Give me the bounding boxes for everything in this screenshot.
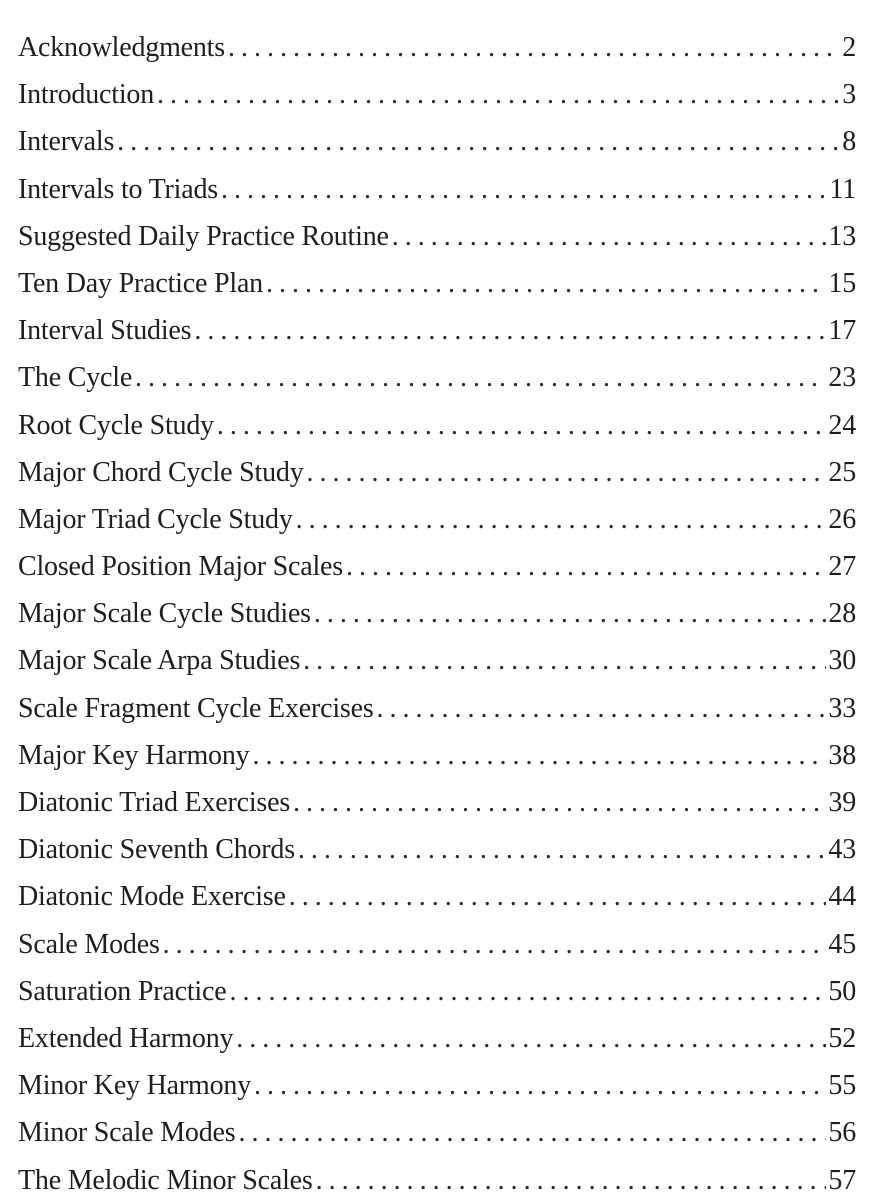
toc-entry bbox=[18, 732, 856, 779]
toc-entry-title: Scale Modes bbox=[18, 928, 160, 960]
toc-entry-title: Intervals to Triads bbox=[18, 173, 218, 205]
toc-dot-leader bbox=[346, 543, 826, 590]
toc-dot-leader bbox=[377, 685, 827, 732]
toc-dot-leader bbox=[135, 354, 826, 401]
toc-entry bbox=[18, 1109, 856, 1156]
table-of-contents bbox=[18, 24, 856, 1204]
toc-dot-leader bbox=[303, 637, 826, 684]
toc-entry-page-number: 17 bbox=[828, 315, 856, 347]
toc-entry bbox=[18, 449, 856, 496]
toc-entry-title: Suggested Daily Practice Routine bbox=[18, 220, 389, 252]
toc-dot-leader bbox=[307, 449, 827, 496]
toc-dot-leader bbox=[296, 496, 827, 543]
toc-entry bbox=[18, 685, 856, 732]
toc-entry bbox=[18, 921, 856, 968]
toc-dot-leader bbox=[293, 779, 826, 826]
toc-entry bbox=[18, 590, 856, 637]
toc-entry-title: Introduction bbox=[18, 79, 155, 111]
toc-entry-title: Interval Studies bbox=[18, 315, 192, 347]
toc-entry-title: Major Scale Cycle Studies bbox=[18, 598, 311, 630]
toc-entry-page-number: 26 bbox=[828, 503, 856, 535]
toc-entry bbox=[18, 1062, 856, 1109]
toc-entry-page-number: 3 bbox=[842, 79, 856, 111]
toc-entry bbox=[18, 496, 856, 543]
toc-entry bbox=[18, 1015, 856, 1062]
toc-entry-title: Extended Harmony bbox=[18, 1022, 234, 1054]
toc-entry-title: Major Key Harmony bbox=[18, 739, 250, 771]
toc-entry-title: Diatonic Seventh Chords bbox=[18, 834, 295, 866]
toc-entry bbox=[18, 260, 856, 307]
toc-entry bbox=[18, 166, 856, 213]
toc-entry-page-number: 55 bbox=[828, 1070, 856, 1102]
toc-entry-page-number: 28 bbox=[828, 598, 856, 630]
toc-dot-leader bbox=[238, 1109, 826, 1156]
toc-entry-title: Minor Key Harmony bbox=[18, 1070, 252, 1102]
toc-entry bbox=[18, 637, 856, 684]
toc-entry-page-number: 23 bbox=[828, 362, 856, 394]
toc-entry-page-number: 30 bbox=[828, 645, 856, 677]
toc-entry-page-number: 15 bbox=[828, 267, 856, 299]
toc-entry-title: Intervals bbox=[18, 126, 115, 158]
toc-dot-leader bbox=[229, 968, 826, 1015]
toc-dot-leader bbox=[194, 307, 826, 354]
toc-dot-leader bbox=[289, 873, 827, 920]
toc-entry bbox=[18, 1157, 856, 1204]
toc-entry-title: Major Triad Cycle Study bbox=[18, 503, 293, 535]
toc-dot-leader bbox=[117, 118, 840, 165]
toc-dot-leader bbox=[298, 826, 826, 873]
toc-entry bbox=[18, 873, 856, 920]
toc-entry bbox=[18, 354, 856, 401]
toc-entry-page-number: 45 bbox=[828, 928, 856, 960]
toc-entry-page-number: 52 bbox=[828, 1022, 856, 1054]
toc-entry bbox=[18, 968, 856, 1015]
toc-entry-title: Ten Day Practice Plan bbox=[18, 267, 263, 299]
toc-entry-page-number: 33 bbox=[828, 692, 856, 724]
toc-dot-leader bbox=[392, 213, 827, 260]
toc-entry-page-number: 56 bbox=[828, 1117, 856, 1149]
toc-dot-leader bbox=[163, 921, 827, 968]
toc-entry-title: Diatonic Mode Exercise bbox=[18, 881, 286, 913]
toc-entry-title: Diatonic Triad Exercises bbox=[18, 787, 291, 818]
toc-entry bbox=[18, 24, 856, 71]
toc-dot-leader bbox=[252, 732, 826, 779]
toc-entry-title: The Melodic Minor Scales bbox=[18, 1164, 313, 1196]
toc-entry-title: Closed Position Major Scales bbox=[18, 551, 343, 583]
toc-dot-leader bbox=[217, 402, 826, 449]
toc-entry-page-number: 43 bbox=[828, 834, 856, 866]
toc-entry-page-number: 2 bbox=[842, 32, 856, 63]
toc-entry-page-number: 11 bbox=[829, 173, 856, 205]
toc-entry-title: Root Cycle Study bbox=[18, 409, 214, 441]
toc-entry-page-number: 50 bbox=[828, 975, 856, 1007]
toc-entry-page-number: 25 bbox=[828, 456, 856, 488]
toc-dot-leader bbox=[254, 1062, 826, 1109]
toc-entry-page-number: 8 bbox=[842, 126, 856, 158]
toc-entry bbox=[18, 118, 856, 165]
toc-entry bbox=[18, 213, 856, 260]
toc-entry bbox=[18, 71, 856, 118]
toc-entry-page-number: 13 bbox=[828, 220, 856, 252]
toc-entry-page-number: 39 bbox=[828, 787, 856, 818]
toc-dot-leader bbox=[314, 590, 827, 637]
toc-entry bbox=[18, 307, 856, 354]
toc-entry-title: Saturation Practice bbox=[18, 975, 227, 1007]
toc-entry bbox=[18, 543, 856, 590]
toc-entry-page-number: 57 bbox=[828, 1164, 856, 1196]
toc-entry-page-number: 38 bbox=[828, 739, 856, 771]
toc-entry bbox=[18, 826, 856, 873]
toc-entry-title: Minor Scale Modes bbox=[18, 1117, 236, 1149]
toc-entry bbox=[18, 402, 856, 449]
toc-entry-page-number: 44 bbox=[828, 881, 856, 913]
toc-entry-page-number: 24 bbox=[828, 409, 856, 441]
toc-dot-leader bbox=[221, 166, 827, 213]
toc-dot-leader bbox=[157, 71, 840, 118]
toc-entry-title: Major Scale Arpa Studies bbox=[18, 645, 301, 677]
toc-entry-title: Acknowledgments bbox=[18, 32, 225, 63]
toc-entry-page-number: 27 bbox=[828, 551, 856, 583]
toc-dot-leader bbox=[228, 24, 840, 71]
toc-entry-title: The Cycle bbox=[18, 362, 133, 394]
toc-dot-leader bbox=[236, 1015, 826, 1062]
toc-entry-title: Major Chord Cycle Study bbox=[18, 456, 304, 488]
toc-entry bbox=[18, 779, 856, 826]
toc-dot-leader bbox=[316, 1157, 827, 1204]
toc-dot-leader bbox=[266, 260, 826, 307]
toc-entry-title: Scale Fragment Cycle Exercises bbox=[18, 692, 374, 724]
